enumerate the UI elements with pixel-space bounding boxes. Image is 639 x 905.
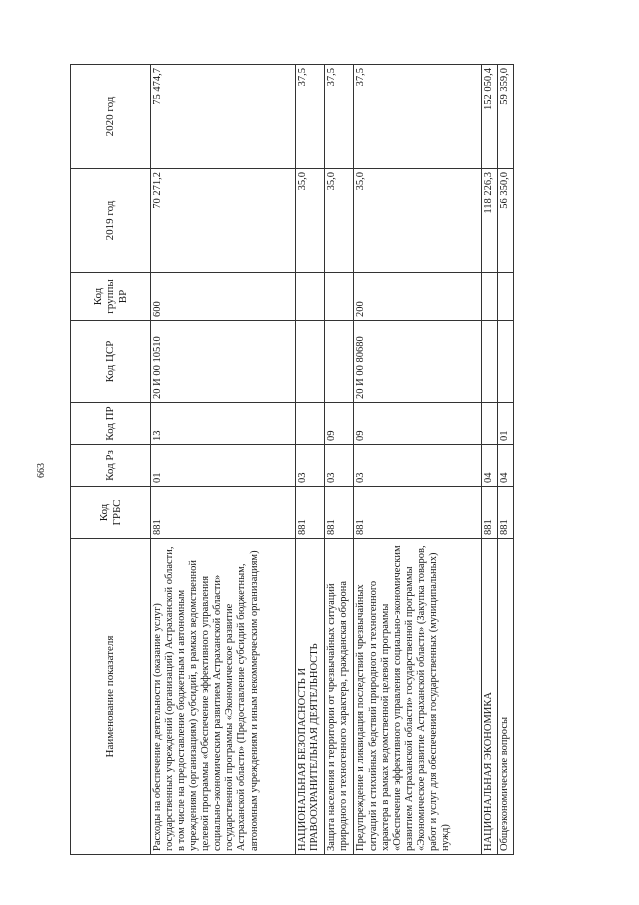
row-pr (482, 403, 498, 445)
row-csr (325, 321, 354, 403)
row-rz: 03 (325, 445, 354, 487)
header-2020: 2020 год (71, 65, 151, 169)
header-rz: Код Рз (71, 445, 151, 487)
row-vr (295, 273, 324, 321)
row-pr: 09 (354, 403, 482, 445)
table-header-row (71, 65, 151, 855)
row-2020: 37,5 (295, 65, 324, 169)
row-pr: 13 (151, 403, 296, 445)
row-vr: 600 (151, 273, 296, 321)
row-grbs: 881 (354, 487, 482, 539)
row-2019: 70 271,2 (151, 169, 296, 273)
row-csr: 20 И 00 80680 (354, 321, 482, 403)
row-grbs: 881 (325, 487, 354, 539)
rotated-page-content (70, 65, 514, 855)
row-grbs: 881 (151, 487, 296, 539)
row-pr: 01 (498, 403, 514, 445)
table-row (325, 65, 354, 855)
table-row (151, 65, 296, 855)
row-name: НАЦИОНАЛЬНАЯ ЭКОНОМИКА (482, 539, 498, 855)
header-grbs: Код ГРБС (71, 487, 151, 539)
header-name: Наименование показателя (71, 539, 151, 855)
row-vr (498, 273, 514, 321)
row-csr (498, 321, 514, 403)
row-name: Защита населения и территории от чрезвычайных ситуаций природного и техногенного характера, гражданская оборона (325, 539, 354, 855)
row-csr: 20 И 00 10510 (151, 321, 296, 403)
row-2019: 35,0 (325, 169, 354, 273)
row-vr (325, 273, 354, 321)
row-name: НАЦИОНАЛЬНАЯ БЕЗОПАСНОСТЬ И ПРАВООХРАНИТЕЛЬНАЯ ДЕЯТЕЛЬНОСТЬ (295, 539, 324, 855)
page-number: 663 (36, 463, 47, 478)
row-rz: 04 (482, 445, 498, 487)
row-name: Расходы на обеспечение деятельности (оказание услуг) государственных учреждений (организаций) Астраханской области, в том числе на предоставление бюджетным и автономным учреждениям (организациям) субсидий, в рамках ведомственной целевой программы «Обеспечение эффективного управления социально-экономическим развитием Астраханской области» государственной программы «Экономическое развитие Астраханской области» (Предоставление субсидий бюджетным, автономным учреждениям и иным некоммерческим организациям) (151, 539, 296, 855)
row-name: Предупреждение и ликвидация последствий чрезвычайных ситуаций и стихийных бедствий природного и техногенного характера в рамках ведомственной целевой программы «Обеспечение эффективного управления социально-экономическим развитием Астраханской области» государственной программы «Экономическое развитие Астраханской области» (Закупка товаров, работ и услуг для обеспечения государственных (муниципальных) нужд) (354, 539, 482, 855)
row-2020: 59 359,0 (498, 65, 514, 169)
row-grbs: 881 (498, 487, 514, 539)
row-rz: 03 (295, 445, 324, 487)
row-pr: 09 (325, 403, 354, 445)
row-name: Общеэкономические вопросы (498, 539, 514, 855)
row-2019: 35,0 (295, 169, 324, 273)
row-2020: 75 474,7 (151, 65, 296, 169)
row-vr (482, 273, 498, 321)
row-2020: 152 050,4 (482, 65, 498, 169)
row-grbs: 881 (295, 487, 324, 539)
row-2019: 35,0 (354, 169, 482, 273)
budget-table (70, 64, 514, 855)
row-2020: 37,5 (354, 65, 482, 169)
row-vr: 200 (354, 273, 482, 321)
row-2019: 118 226,3 (482, 169, 498, 273)
header-pr: Код ПР (71, 403, 151, 445)
row-2020: 37,5 (325, 65, 354, 169)
row-rz: 01 (151, 445, 296, 487)
table-row (354, 65, 482, 855)
row-rz: 04 (498, 445, 514, 487)
table-row (295, 65, 324, 855)
table-row (482, 65, 498, 855)
header-2019: 2019 год (71, 169, 151, 273)
header-vr: Код группы ВР (71, 273, 151, 321)
row-csr (295, 321, 324, 403)
row-csr (482, 321, 498, 403)
row-rz: 03 (354, 445, 482, 487)
table-row (498, 65, 514, 855)
row-2019: 56 350,0 (498, 169, 514, 273)
row-grbs: 881 (482, 487, 498, 539)
row-pr (295, 403, 324, 445)
header-csr: Код ЦСР (71, 321, 151, 403)
